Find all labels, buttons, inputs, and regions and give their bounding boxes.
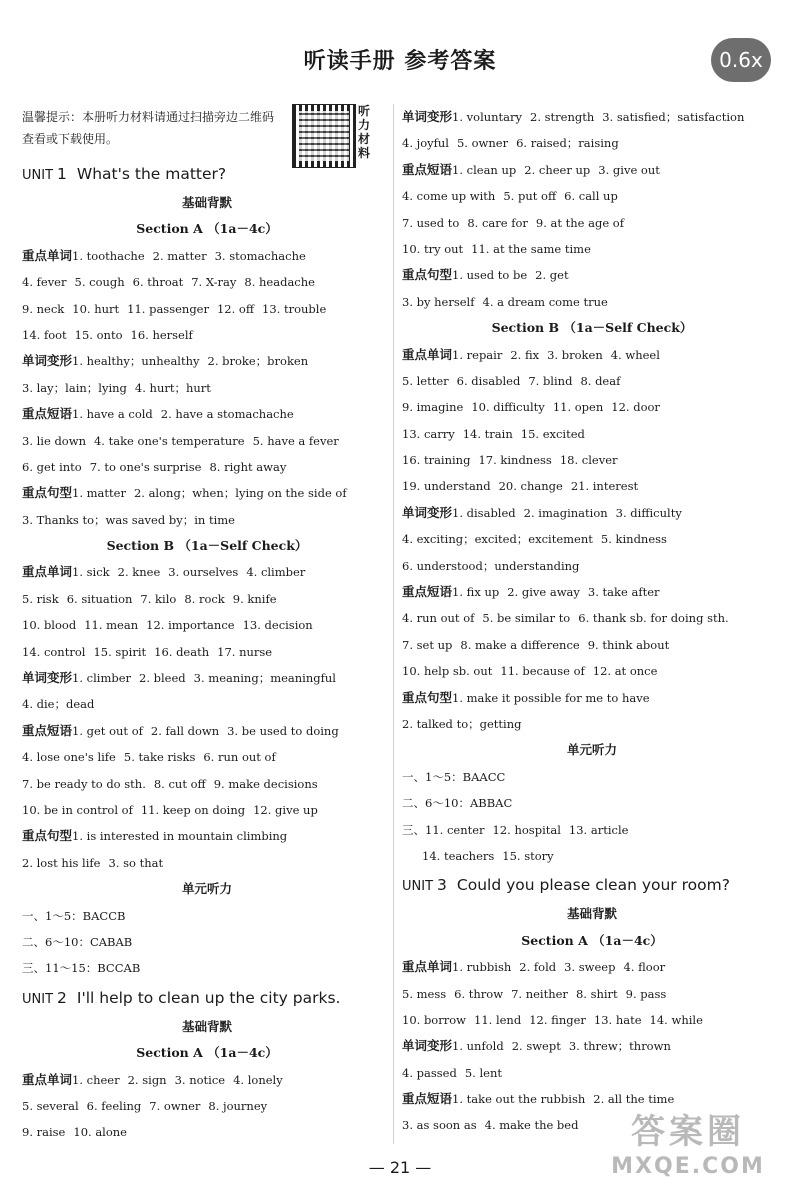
answer-item: 15. spirit — [93, 644, 147, 659]
answer-line — [402, 605, 782, 631]
answer-line — [22, 797, 392, 823]
answer-item: 7. blind — [528, 373, 573, 388]
answer-item: 7. used to — [402, 215, 460, 230]
category-label: 重点单词 — [402, 959, 453, 975]
answer-item: 一、1～5：BACCB — [22, 908, 126, 923]
unit-heading-text: I'll help to clean up the city parks. — [76, 988, 341, 1007]
answer-item: 3. as soon as — [402, 1118, 477, 1133]
answer-item: 4. make the bed — [484, 1118, 579, 1133]
answer-line — [402, 954, 782, 980]
answer-item: 1. fix up — [452, 585, 500, 600]
answer-item: 4. lonely — [233, 1072, 283, 1087]
answer-item: 1. get out of — [72, 723, 143, 738]
section-heading: Section B （1a－Self Check） — [106, 538, 308, 554]
answer-line — [22, 850, 392, 876]
subsection-heading: 单元听力 — [566, 742, 617, 758]
answer-line — [402, 685, 782, 711]
answer-item: 3. meaning；meaningful — [193, 671, 336, 686]
category-label: 重点句型 — [22, 485, 73, 501]
answer-item: 14. control — [22, 644, 86, 659]
answer-line — [402, 447, 782, 473]
answer-item: 19. understand — [402, 479, 491, 494]
subsection-heading: 基础背默 — [181, 1018, 232, 1034]
answer-item: 9. imagine — [402, 400, 464, 415]
answer-item: 4. joyful — [402, 136, 449, 151]
answer-item: 12. at once — [592, 664, 658, 679]
answer-item: 6. situation — [66, 591, 133, 606]
category-label: 单词变形 — [402, 504, 453, 520]
answer-line — [22, 639, 392, 665]
answer-item: 二、6～10：CABAB — [22, 934, 133, 949]
answer-item: 6. understood；understanding — [402, 558, 580, 573]
answer-item: 18. clever — [559, 453, 618, 468]
answer-line — [402, 526, 782, 552]
unit-heading-text: Could you please clean your room? — [456, 876, 730, 895]
answer-item: 3. lie down — [22, 433, 86, 448]
answer-item: 6. run out of — [203, 750, 276, 765]
answer-item: 1. toothache — [72, 248, 145, 263]
answer-item: 2. strength — [530, 110, 595, 124]
answer-line — [22, 507, 392, 533]
answer-line — [402, 394, 782, 420]
answer-item: 2. fold — [519, 960, 557, 975]
answer-line — [402, 632, 782, 658]
answer-item: 5. letter — [402, 373, 449, 388]
answer-item: 1. is interested in mountain climbing — [72, 829, 288, 844]
answer-item: 13. decision — [242, 618, 313, 633]
answer-line — [402, 473, 782, 499]
answer-line — [22, 322, 392, 348]
answer-item: 11. at the same time — [471, 241, 591, 256]
answer-item: 11. because of — [500, 664, 585, 679]
answer-item: 三、11～15：BCCAB — [22, 961, 141, 976]
category-label: 单词变形 — [22, 670, 73, 686]
answer-item: 12. door — [611, 400, 660, 415]
answer-line — [22, 401, 392, 427]
answer-item: 16. death — [154, 644, 210, 659]
answer-line — [402, 130, 782, 156]
answer-line — [22, 665, 392, 691]
answer-line — [402, 1033, 782, 1059]
unit-number: 1 — [57, 165, 67, 183]
answer-item: 5. be similar to — [482, 611, 571, 626]
answer-item: 1. disabled — [452, 505, 516, 520]
answer-item: 9. knife — [232, 591, 277, 606]
subsection-heading: 单元听力 — [181, 881, 232, 897]
answer-line — [402, 262, 782, 288]
unit-label: UNIT — [22, 168, 54, 183]
answer-item: 4. run out of — [402, 611, 475, 626]
category-label: 单词变形 — [402, 109, 453, 124]
answer-line — [402, 421, 782, 447]
answer-item: 1. healthy；unhealthy — [72, 354, 200, 369]
answer-line — [22, 586, 392, 612]
answer-line — [22, 348, 392, 374]
answer-line — [22, 296, 392, 322]
answer-item: 3. threw；thrown — [568, 1039, 671, 1054]
answer-item: 3. lay；lain；lying — [22, 380, 127, 395]
answer-item: 1. unfold — [452, 1039, 504, 1054]
answer-item: 6. raised；raising — [516, 136, 619, 151]
answer-item: 1. have a cold — [72, 407, 153, 422]
answer-item: 5. owner — [456, 136, 509, 151]
answer-item: 2. give away — [507, 585, 580, 600]
unit-label: UNIT — [22, 991, 54, 1007]
page-title: 听读手册 参考答案 — [303, 49, 497, 74]
answer-item: 14. teachers — [422, 848, 495, 863]
answer-item: 7. be ready to do sth. — [22, 776, 146, 791]
answer-item: 8. make a difference — [460, 637, 580, 652]
answer-item: 9. neck — [22, 301, 65, 316]
answer-item: 12. give up — [253, 802, 318, 817]
subsection-heading: 基础背默 — [181, 195, 232, 210]
watermark-logo: 答案圈 MXQE.COM — [611, 1112, 765, 1179]
answer-item: 1. matter — [72, 486, 126, 501]
answer-item: 1. clean up — [452, 162, 517, 177]
answer-item: 9. at the age of — [535, 215, 624, 230]
answer-item: 5. have a fever — [252, 433, 339, 448]
answer-line — [22, 929, 392, 955]
answer-item: 20. change — [498, 479, 563, 494]
answer-line — [22, 454, 392, 480]
answer-item: 2. bleed — [139, 671, 186, 686]
answer-item: 3. stomachache — [214, 248, 306, 263]
answer-line — [22, 718, 392, 744]
answer-item: 3. take after — [587, 585, 660, 600]
answer-item: 7. set up — [402, 637, 453, 652]
answer-line — [22, 1067, 392, 1093]
answer-item: 6. throw — [454, 986, 504, 1001]
page-number: — 21 — — [368, 1158, 432, 1177]
answer-item: 1. take out the rubbish — [452, 1092, 586, 1107]
answer-item: 21. interest — [570, 479, 639, 494]
answer-item: 10. hurt — [72, 301, 120, 316]
answer-item: 12. hospital — [492, 822, 561, 837]
answer-item: 11. open — [552, 400, 604, 415]
answer-item: 13. carry — [402, 426, 455, 441]
answer-item: 5. several — [22, 1098, 79, 1113]
answer-item: 4. a dream come true — [482, 294, 608, 309]
category-label: 单词变形 — [22, 353, 73, 369]
answer-line — [22, 955, 392, 981]
answer-item: 3. by herself — [402, 294, 475, 309]
answer-line — [22, 1119, 392, 1145]
answer-item: 10. be in control of — [22, 802, 133, 817]
answer-line — [402, 210, 782, 236]
answer-item: 12. importance — [146, 618, 235, 633]
answer-item: 2. get — [535, 268, 569, 283]
answer-line — [22, 691, 392, 717]
answer-item: 9. raise — [22, 1125, 66, 1140]
answer-line — [402, 236, 782, 262]
unit-title — [402, 869, 782, 901]
right-column — [402, 104, 782, 1139]
answer-item: 1. used to be — [452, 268, 528, 283]
answer-item: 4. exciting；excited；excitement — [402, 532, 593, 547]
answer-item: 7. neither — [511, 986, 568, 1001]
answer-item: 1. cheer — [72, 1072, 120, 1087]
answer-item: 3. sweep — [564, 960, 616, 975]
answer-item: 8. journey — [208, 1098, 268, 1113]
answer-item: 2. lost his life — [22, 855, 101, 870]
answer-item: 14. train — [462, 426, 513, 441]
answer-item: 1. sick — [72, 565, 110, 580]
answer-line — [402, 104, 782, 130]
tip-text: 温馨提示：本册听力材料请通过扫描旁边二维码查看或下载使用。 — [22, 110, 275, 146]
answer-line — [402, 1086, 782, 1112]
answer-item: 10. help sb. out — [402, 664, 493, 679]
answer-item: 13. article — [568, 822, 629, 837]
answer-item: 1. make it possible for me to have — [452, 690, 650, 705]
qr-side-label: 听力材料 — [358, 104, 371, 160]
answer-item: 15. onto — [74, 327, 123, 342]
answer-line — [402, 1007, 782, 1033]
answer-item: 4. wheel — [610, 347, 660, 362]
answer-item: 16. herself — [130, 327, 193, 342]
answer-line — [22, 1093, 392, 1119]
answer-item: 13. trouble — [262, 301, 327, 316]
answer-item: 7. to one's surprise — [89, 459, 202, 474]
answer-item: 4. climber — [246, 565, 306, 580]
answer-item: 12. finger — [529, 1012, 586, 1027]
subsection-heading: 基础背默 — [566, 906, 617, 922]
answer-line — [402, 500, 782, 526]
answer-item: 3. so that — [108, 855, 164, 870]
answer-item: 8. headache — [244, 275, 315, 290]
tip-box — [22, 104, 392, 158]
answer-line — [402, 289, 782, 315]
answer-item: 16. training — [402, 453, 471, 468]
answer-item: 5. kindness — [600, 532, 667, 547]
answer-item: 2. fall down — [150, 723, 220, 738]
answer-item: 8. shirt — [575, 986, 618, 1001]
answer-line — [402, 553, 782, 579]
answer-item: 7. owner — [149, 1098, 201, 1113]
section-heading: Section A （1a－4c） — [521, 932, 663, 948]
left-column — [22, 104, 392, 1146]
category-label: 重点短语 — [402, 584, 453, 600]
qr-code-icon[interactable] — [292, 104, 356, 168]
answer-item: 二、6～10：ABBAC — [402, 796, 513, 811]
answer-item: 4. come up with — [402, 189, 496, 204]
category-label: 单词变形 — [402, 1038, 453, 1054]
answer-line — [402, 1060, 782, 1086]
answer-line — [22, 243, 392, 269]
answer-line — [402, 342, 782, 368]
answer-line — [402, 579, 782, 605]
answer-item: 6. throat — [132, 275, 184, 290]
answer-item: 1. voluntary — [452, 110, 523, 124]
answer-line — [22, 612, 392, 638]
answer-item: 4. passed — [402, 1065, 457, 1080]
answer-line — [402, 764, 782, 790]
section-heading: Section B （1a－Self Check） — [491, 320, 693, 336]
answer-item: 3. satisfied；satisfaction — [602, 110, 745, 124]
answer-item: 5. lent — [464, 1065, 502, 1080]
answer-line — [402, 711, 782, 737]
category-label: 重点单词 — [22, 247, 73, 263]
answer-item: 3. ourselves — [168, 565, 239, 580]
answer-item: 1. rubbish — [452, 960, 512, 975]
answer-item: 2. cheer up — [524, 162, 591, 177]
answer-line — [402, 817, 782, 843]
answer-item: 10. try out — [402, 241, 464, 256]
answer-item: 4. hurt；hurt — [134, 380, 211, 395]
answer-item: 5. cough — [74, 275, 125, 290]
answer-item: 2. matter — [152, 248, 207, 263]
category-label: 重点单词 — [402, 346, 453, 362]
unit-number: 3 — [437, 876, 447, 895]
answer-item: 2. knee — [117, 565, 161, 580]
answer-item: 15. story — [502, 848, 554, 863]
answer-line — [22, 903, 392, 929]
category-label: 重点句型 — [402, 689, 453, 705]
answer-item: 5. put off — [503, 189, 557, 204]
answer-line — [22, 744, 392, 770]
answer-item: 9. make decisions — [213, 776, 318, 791]
answer-item: 2. talked to；getting — [402, 716, 522, 731]
section-heading: Section A （1a－4c） — [136, 221, 278, 237]
answer-item: 9. pass — [625, 986, 667, 1001]
answer-line — [22, 480, 392, 506]
answer-item: 2. have a stomachache — [160, 407, 294, 422]
unit-label: UNIT — [402, 879, 434, 895]
answer-item: 1. repair — [452, 347, 503, 362]
answer-line — [22, 428, 392, 454]
answer-item: 4. fever — [22, 275, 67, 290]
column-divider — [393, 104, 394, 1144]
answer-item: 3. be used to doing — [227, 723, 339, 738]
answer-item: 14. while — [649, 1012, 703, 1027]
answer-line — [22, 559, 392, 585]
answer-item: 13. hate — [593, 1012, 642, 1027]
answer-item: 10. blood — [22, 618, 77, 633]
answer-item: 2. sign — [127, 1072, 167, 1087]
answer-line — [402, 157, 782, 183]
answer-item: 10. difficulty — [471, 400, 545, 415]
answer-item: 8. rock — [184, 591, 225, 606]
answer-item: 三、11. center — [402, 822, 485, 837]
answer-item: 2. fix — [510, 347, 540, 362]
answer-item: 10. alone — [73, 1125, 127, 1140]
answer-item: 4. lose one's life — [22, 750, 116, 765]
answer-item: 8. care for — [467, 215, 528, 230]
unit-title — [22, 982, 392, 1014]
answer-item: 8. cut off — [153, 776, 206, 791]
answer-item: 11. mean — [84, 618, 139, 633]
answer-line — [22, 823, 392, 849]
category-label: 重点短语 — [402, 1091, 453, 1107]
unit-number: 2 — [57, 988, 67, 1007]
answer-item: 7. kilo — [140, 591, 177, 606]
answer-item: 6. feeling — [86, 1098, 142, 1113]
answer-line — [402, 981, 782, 1007]
answer-item: 5. take risks — [123, 750, 196, 765]
answer-item: 4. die；dead — [22, 697, 95, 712]
answer-item: 14. foot — [22, 327, 67, 342]
answer-item: 12. off — [216, 301, 255, 316]
category-label: 重点单词 — [22, 564, 73, 580]
answer-item: 6. call up — [564, 189, 618, 204]
category-label: 重点短语 — [22, 406, 73, 422]
answer-line — [22, 771, 392, 797]
answer-item: 11. lend — [474, 1012, 522, 1027]
answer-item: 3. Thanks to；was saved by；in time — [22, 512, 235, 527]
answer-item: 6. get into — [22, 459, 82, 474]
answer-item: 1. climber — [72, 671, 132, 686]
answer-item: 5. mess — [402, 986, 447, 1001]
zoom-level-badge[interactable]: 0.6x — [711, 38, 771, 82]
answer-item: 3. broken — [547, 347, 603, 362]
answer-item: 5. risk — [22, 591, 59, 606]
answer-line — [402, 183, 782, 209]
category-label: 重点短语 — [402, 161, 453, 177]
answer-item: 3. notice — [174, 1072, 226, 1087]
answer-item: 3. difficulty — [615, 505, 682, 520]
answer-line — [402, 843, 782, 869]
answer-item: 2. imagination — [523, 505, 608, 520]
answer-item: 11. keep on doing — [140, 802, 246, 817]
answer-line — [402, 790, 782, 816]
answer-item: 17. nurse — [217, 644, 273, 659]
answer-item: 6. disabled — [456, 373, 521, 388]
category-label: 重点短语 — [22, 722, 73, 738]
answer-item: 8. right away — [209, 459, 287, 474]
answer-item: 3. give out — [598, 162, 660, 177]
answer-item: 9. think about — [587, 637, 670, 652]
category-label: 重点句型 — [402, 267, 453, 283]
category-label: 重点句型 — [22, 828, 73, 844]
answer-item: 6. thank sb. for doing sth. — [578, 611, 729, 626]
answer-item: 15. excited — [520, 426, 585, 441]
answer-item: 8. deaf — [580, 373, 621, 388]
answer-item: 11. passenger — [127, 301, 209, 316]
answer-item: 17. kindness — [478, 453, 552, 468]
category-label: 重点单词 — [22, 1071, 73, 1087]
answer-line — [22, 269, 392, 295]
answer-line — [402, 368, 782, 394]
answer-item: 4. take one's temperature — [93, 433, 245, 448]
answer-item: 2. along；when；lying on the side of — [133, 486, 347, 501]
answer-item: 2. swept — [511, 1039, 561, 1054]
answer-line — [402, 658, 782, 684]
answer-line — [22, 375, 392, 401]
answer-item: 4. floor — [623, 960, 666, 975]
answer-item: 2. broke；broken — [207, 354, 309, 369]
answer-item: 一、1～5：BAACC — [402, 769, 506, 784]
section-heading: Section A （1a－4c） — [136, 1045, 278, 1061]
answer-item: 10. borrow — [402, 1012, 466, 1027]
unit-heading-text: What's the matter? — [76, 165, 227, 183]
answer-item: 7. X-ray — [191, 275, 237, 290]
answer-item: 2. all the time — [593, 1092, 675, 1107]
